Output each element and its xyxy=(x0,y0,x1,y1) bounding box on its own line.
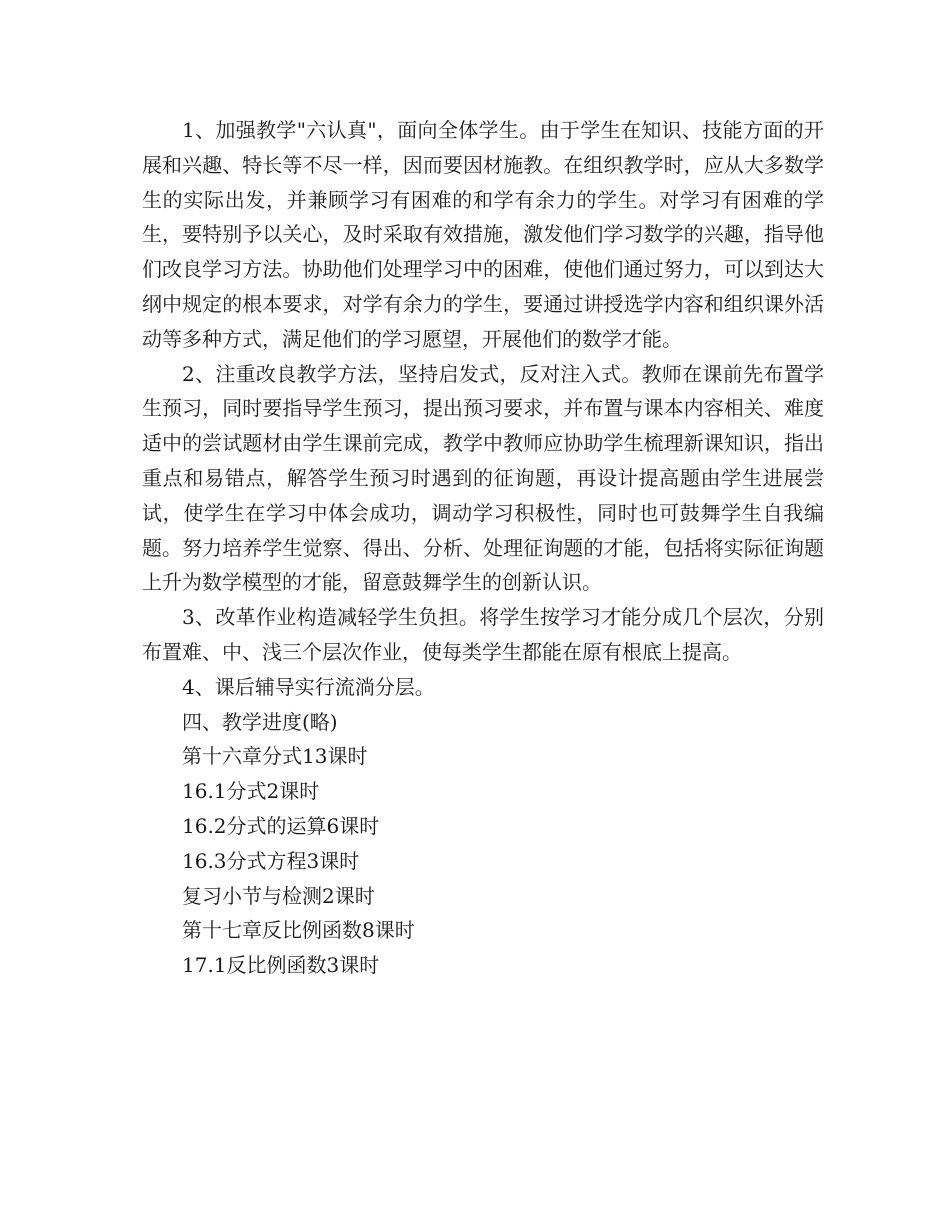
paragraph-homework-reform: 3、改革作业构造减轻学生负担。将学生按学习才能分成几个层次，分别布置难、中、浅三个层次作业，使每类学生都能在原有根底上提高。 xyxy=(142,605,824,664)
section-heading-teaching-progress: 四、教学进度(略) xyxy=(182,709,338,734)
section-16-2-item: 16.2分式的运算6课时 xyxy=(182,813,380,838)
paragraph-teaching-methods: 2、注重改良教学方法，坚持启发式，反对注入式。教师在课前先布置学生预习，同时要指导学生预习，提出预习要求，并布置与课本内容相关、难度适中的尝试题材由学生课前完成，教学中教师应协助学生梳理新课知识，指出重点和易错点，解答学生预习时遇到的征询题，再设计提高题由学生进展尝试，使学生在学习中体会成功，调动学习积极性，同时也可鼓舞学生自我编题。努力培养学生觉察、得出、分析、处理征询题的才能，包括将实际征询题上升为数学模型的才能，留意鼓舞学生的创新认识。 xyxy=(142,361,824,595)
chapter-17-item: 第十七章反比例函数8课时 xyxy=(182,918,415,943)
review-item: 复习小节与检测2课时 xyxy=(182,883,375,908)
section-17-1-item: 17.1反比例函数3课时 xyxy=(182,953,380,978)
chapter-16-item: 第十六章分式13课时 xyxy=(182,744,368,769)
line-after-class-tutoring: 4、课后辅导实行流淌分层。 xyxy=(182,674,435,699)
section-16-1-item: 16.1分式2课时 xyxy=(182,779,320,804)
document-body xyxy=(142,113,824,983)
paragraph-teaching-six-earnest: 1、加强教学"六认真"，面向全体学生。由于学生在知识、技能方面的开展和兴趣、特长等不尽一样，因而要因材施教。在组织教学时，应从大多数学生的实际出发，并兼顾学习有困难的和学有余力的学生。对学习有困难的学生，要特别予以关心，及时采取有效措施，激发他们学习数学的兴趣，指导他们改良学习方法。协助他们处理学习中的困难，使他们通过努力，可以到达大纲中规定的根本要求，对学有余力的学生，要通过讲授选学内容和组织课外活动等多种方式，满足他们的学习愿望，开展他们的数学才能。 xyxy=(142,118,824,351)
section-16-3-item: 16.3分式方程3课时 xyxy=(182,848,360,873)
